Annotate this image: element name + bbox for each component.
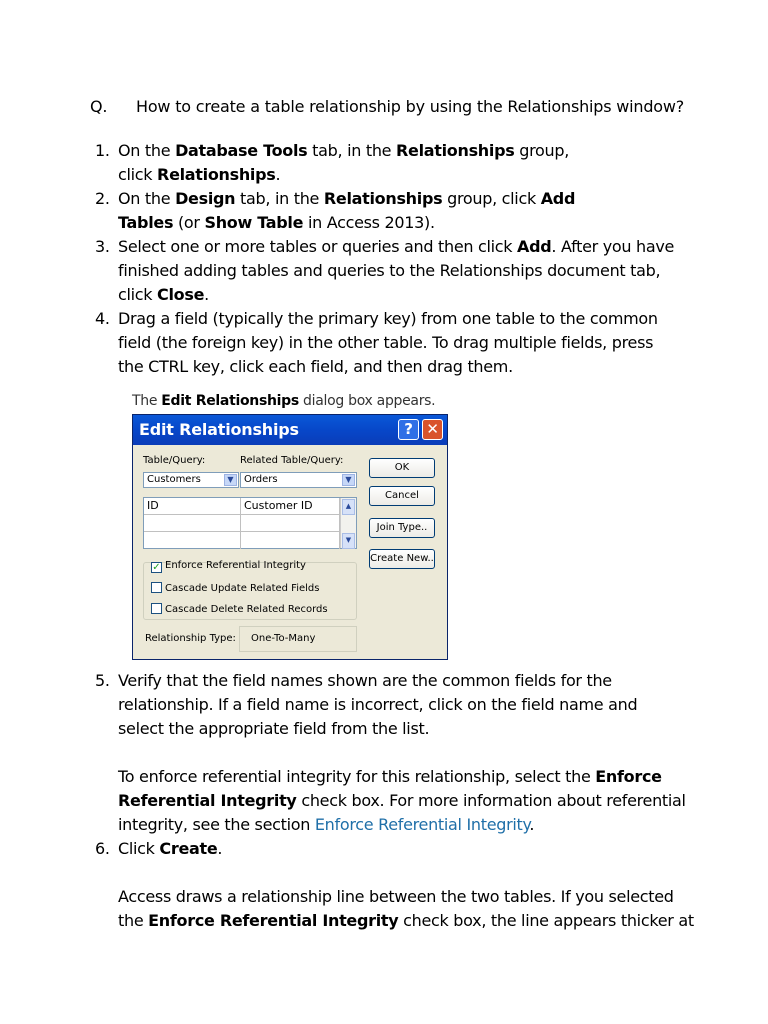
step-text: Access draws a relationship line between the two tables. If you selected — [118, 887, 674, 906]
dialog-caption — [132, 393, 435, 409]
step-text: . — [204, 285, 209, 304]
table-query-label: Table/Query: — [143, 455, 206, 466]
step-text: group, — [514, 141, 569, 160]
step-1 — [95, 139, 695, 187]
paragraph-gap — [118, 861, 695, 885]
step-5 — [95, 669, 695, 837]
enforce-integrity-checkbox[interactable] — [151, 560, 306, 573]
step-text: On the — [118, 141, 176, 160]
step-text: check box, the line appears thicker at — [398, 911, 694, 930]
step-text: . — [275, 165, 281, 184]
step-text: field (the foreign key) in the other table. To drag multiple fields, press — [118, 333, 654, 352]
step-3 — [95, 235, 695, 307]
table-query-select[interactable] — [143, 472, 239, 488]
join-type-button[interactable]: Join Type.. — [369, 518, 435, 538]
step-text: in Access 2013). — [303, 213, 435, 232]
bold-term: Close — [157, 285, 205, 304]
step-text: the — [118, 911, 149, 930]
scroll-down-icon[interactable]: ▼ — [342, 533, 355, 549]
bold-term: Relationships — [396, 141, 515, 160]
caption-text: dialog box appears. — [298, 393, 436, 409]
step-text: (or — [173, 213, 205, 232]
step-text: Verify that the field names shown are the common fields for the — [118, 671, 612, 690]
step-text: integrity, see the section — [118, 815, 315, 834]
step-number: 2. — [95, 189, 110, 208]
field-cell-empty[interactable] — [241, 532, 340, 549]
step-text: finished adding tables and queries to the Relationships document tab, — [118, 261, 661, 280]
steps-list — [95, 139, 695, 379]
step-number: 6. — [95, 839, 110, 858]
step-text: On the — [118, 189, 176, 208]
checkbox-label: Cascade Delete Related Records — [165, 604, 328, 615]
grid-scrollbar[interactable] — [340, 498, 356, 548]
cascade-update-checkbox[interactable] — [151, 582, 319, 595]
bold-term: Referential Integrity — [118, 791, 297, 810]
step-text: Click — [118, 839, 160, 858]
create-new-button[interactable]: Create New.. — [369, 549, 435, 569]
edit-relationships-dialog — [132, 414, 448, 660]
step-text: . After you have — [551, 237, 675, 256]
related-table-value: Orders — [244, 474, 278, 485]
ok-button[interactable]: OK — [369, 458, 435, 478]
relationship-type-value: One-To-Many — [251, 633, 316, 644]
step-text: the CTRL key, click each field, and then drag them. — [118, 357, 513, 376]
step-text: tab, in the — [307, 141, 396, 160]
step-number: 5. — [95, 671, 110, 690]
steps-list-continued — [95, 669, 695, 933]
question — [90, 97, 684, 116]
step-number: 3. — [95, 237, 110, 256]
step-2 — [95, 187, 695, 235]
bold-term: Relationships — [157, 165, 276, 184]
caption-bold: Edit Relationships — [161, 393, 299, 409]
dialog-titlebar — [133, 415, 447, 445]
step-text: . — [529, 815, 535, 834]
scroll-up-icon[interactable]: ▲ — [342, 499, 355, 515]
related-table-select[interactable] — [240, 472, 357, 488]
paragraph-gap — [118, 741, 695, 765]
bold-term: Relationships — [323, 189, 443, 208]
step-6 — [95, 837, 695, 933]
bold-term: Design — [175, 189, 236, 208]
check-icon[interactable]: ✓ — [152, 562, 161, 573]
bold-term: Enforce — [595, 767, 662, 786]
field-grid[interactable] — [143, 497, 357, 549]
step-text: select the appropriate field from the list. — [118, 719, 430, 738]
checkbox-label: Cascade Update Related Fields — [165, 583, 320, 594]
checkbox-label: Enforce Referential Integrity — [165, 560, 306, 571]
bold-term: Database Tools — [175, 141, 308, 160]
step-text: Drag a field (typically the primary key) from one table to the common — [118, 309, 658, 328]
bold-term: Create — [159, 839, 218, 858]
related-table-label: Related Table/Query: — [240, 455, 344, 466]
field-cell-right[interactable]: Customer ID — [241, 498, 340, 515]
step-number: 1. — [95, 141, 110, 160]
field-cell-empty[interactable] — [144, 532, 241, 549]
bold-term: Add — [517, 237, 552, 256]
cancel-button[interactable]: Cancel — [369, 486, 435, 506]
checkbox-box[interactable] — [151, 603, 162, 614]
step-text: Select one or more tables or queries and then click — [118, 237, 518, 256]
bold-term: Tables — [118, 213, 174, 232]
field-cell-empty[interactable] — [144, 515, 241, 532]
step-text: check box. For more information about referential — [296, 791, 686, 810]
help-button[interactable]: ? — [398, 419, 419, 440]
dialog-title: Edit Relationships — [139, 420, 299, 439]
bold-term: Add — [540, 189, 576, 208]
bold-term: Show Table — [204, 213, 304, 232]
table-query-value: Customers — [147, 474, 201, 485]
step-text: group, click — [442, 189, 541, 208]
step-text: relationship. If a field name is incorrect, click on the field name and — [118, 695, 638, 714]
question-text: How to create a table relationship by using the Relationships window? — [136, 97, 685, 116]
bold-term: Enforce Referential Integrity — [148, 911, 399, 930]
chevron-down-icon[interactable]: ▼ — [224, 474, 237, 486]
step-text: tab, in the — [235, 189, 324, 208]
field-cell-left[interactable]: ID — [144, 498, 241, 515]
step-number: 4. — [95, 309, 110, 328]
step-4 — [95, 307, 695, 379]
cascade-delete-checkbox[interactable] — [151, 603, 328, 616]
relationship-type-label: Relationship Type: — [145, 633, 236, 644]
step-text: To enforce referential integrity for this relationship, select the — [118, 767, 596, 786]
enforce-integrity-link[interactable]: Enforce Referential Integrity — [314, 815, 530, 834]
caption-text: The — [132, 393, 162, 409]
step-text: click — [118, 285, 158, 304]
checkbox-box[interactable] — [151, 582, 162, 593]
step-text: click — [118, 165, 158, 184]
chevron-down-icon[interactable]: ▼ — [342, 474, 355, 486]
question-label: Q. — [90, 97, 108, 116]
close-button[interactable]: ✕ — [422, 419, 443, 440]
step-text: . — [217, 839, 223, 858]
field-cell-empty[interactable] — [241, 515, 340, 532]
